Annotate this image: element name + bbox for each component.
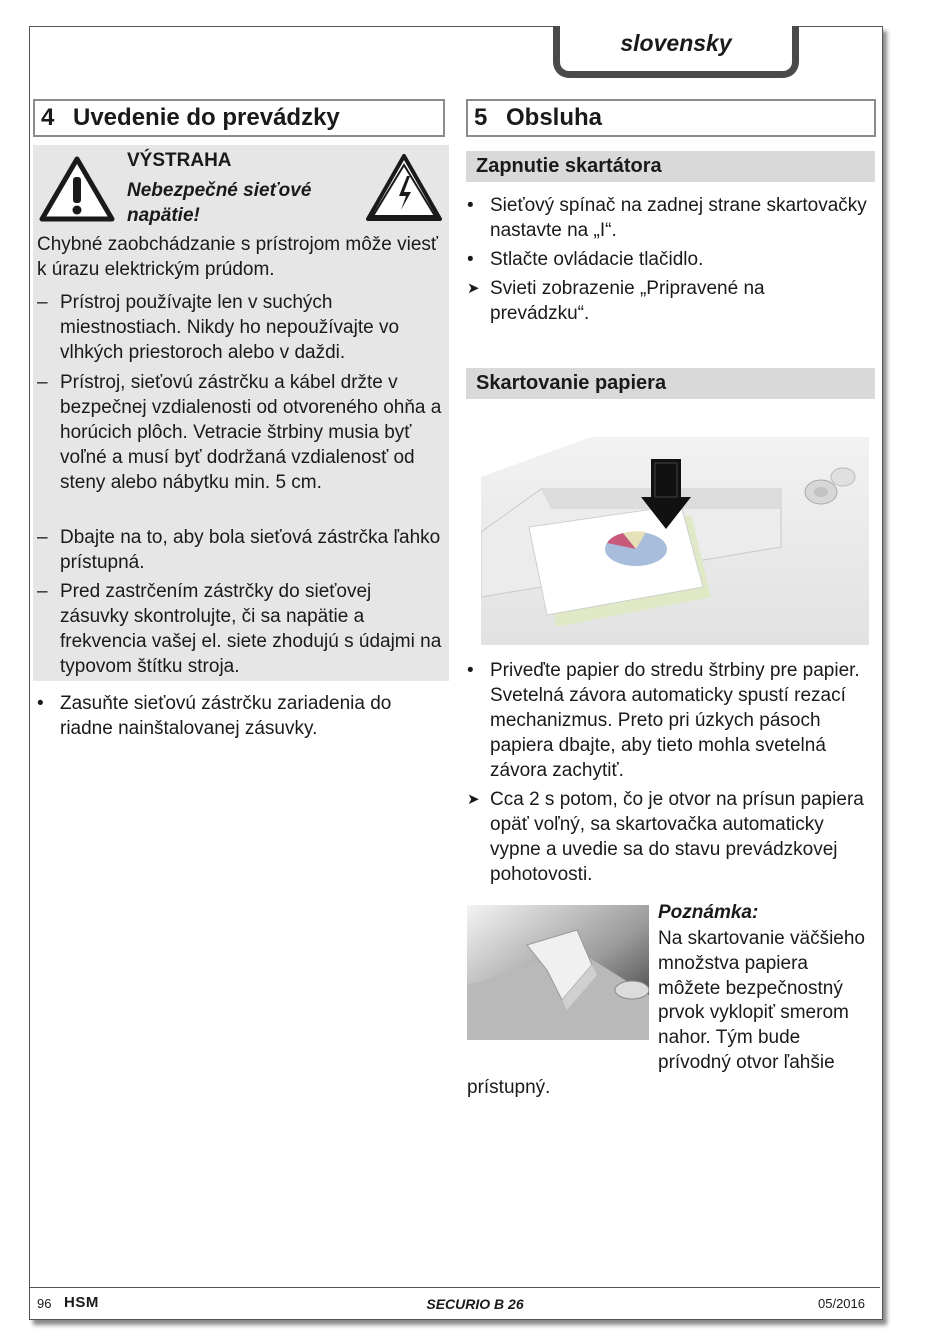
note-float-spacer [467,927,658,1051]
warning-title: VÝSTRAHA [127,150,232,171]
bullet-icon: • [467,195,474,216]
bullet-icon: • [467,660,474,681]
section-4-title: Uvedenie do prevádzky [73,104,340,131]
section-4-heading [33,99,445,137]
subheading-shredding: Skartovanie papiera [466,368,875,399]
arrow-icon: ➤ [467,280,480,297]
section-4-number: 4 [41,104,55,131]
bullet-item: • Stlačte ovládacie tlačidlo. [467,249,704,270]
section-5-number: 5 [474,104,488,131]
warning-subtitle: Nebezpečné sieťové napätie! [127,180,312,226]
note-text: Na skartovanie väčšieho množstva papiera môžete bezpečnostný prvok vyklopiť smerom nahor. Tým bude prívodný otvor ľahšie prístupný. [467,928,865,1098]
bullet-item: • Priveďte papier do stredu štrbiny pre papier. Svetelná závora automaticky spustí rezací mechanizmus. Preto pri úzkych pásoch papiera dbajte, aby tieto mohla svetelná závora zachytiť. [467,660,860,781]
section-5-heading [466,99,876,137]
language-label: slovensky [620,30,732,56]
high-voltage-icon [364,152,444,224]
bullet-icon: • [37,693,44,714]
subheading-switch-on: Zapnutie skartátora [466,151,875,182]
warning-item: – Dbajte na to, aby bola sieťová zástrčka ľahko prístupná. [37,527,441,573]
dash-icon: – [37,527,48,548]
result-item: ➤ Cca 2 s potom, čo je otvor na prísun papiera opäť voľný, sa skartovačka automaticky vypne a uvedie sa do stavu prevádzkovej pohotovosti. [467,789,864,885]
arrow-icon: ➤ [467,791,480,808]
edition-date: 05/2016 [818,1296,865,1311]
note-title: Poznámka: [658,902,759,923]
language-tab [553,26,799,78]
footer-divider [30,1287,880,1288]
dash-icon: – [37,372,48,393]
note-text-wrap [467,927,875,1101]
bullet-item: • Zasuňte sieťovú zástrčku zariadenia do riadne nainštalovanej zásuvky. [37,693,392,739]
brand-logo: HSM [64,1294,99,1311]
model-name: SECURIO B 26 [426,1296,524,1312]
warning-intro: Chybné zaobchádzanie s prístrojom môže viesť k úrazu elektrickým prúdom. [37,234,439,280]
dash-icon: – [37,581,48,602]
warning-triangle-icon [38,155,116,223]
bullet-icon: • [467,249,474,270]
section-5-title: Obsluha [506,104,603,131]
shredder-photo [481,437,869,645]
warning-item: – Pred zastrčením zástrčky do sieťovej zásuvky skontrolujte, či sa napätie a frekvencia vašej el. siete zhodujú s údajmi na typovom štítku stroja. [37,581,442,677]
bullet-item: • Sieťový spínač na zadnej strane skartovačky nastavte na „I“. [467,195,867,241]
warning-item: – Prístroj používajte len v suchých miestnostiach. Nikdy ho nepoužívajte vo vlhkých priestoroch alebo v daždi. [37,292,400,363]
warning-item: – Prístroj, sieťovú zástrčku a kábel držte v bezpečnej vzdialenosti od otvoreného ohňa a horúcich plôch. Vetracie štrbiny musia byť voľné a musí byť dodržaná vzdialenosť od steny alebo nábytku min. 5 cm. [37,372,442,493]
result-item: ➤ Svieti zobrazenie „Pripravené na prevádzku“. [467,278,765,324]
dash-icon: – [37,292,48,313]
page-number: 96 [37,1296,52,1311]
